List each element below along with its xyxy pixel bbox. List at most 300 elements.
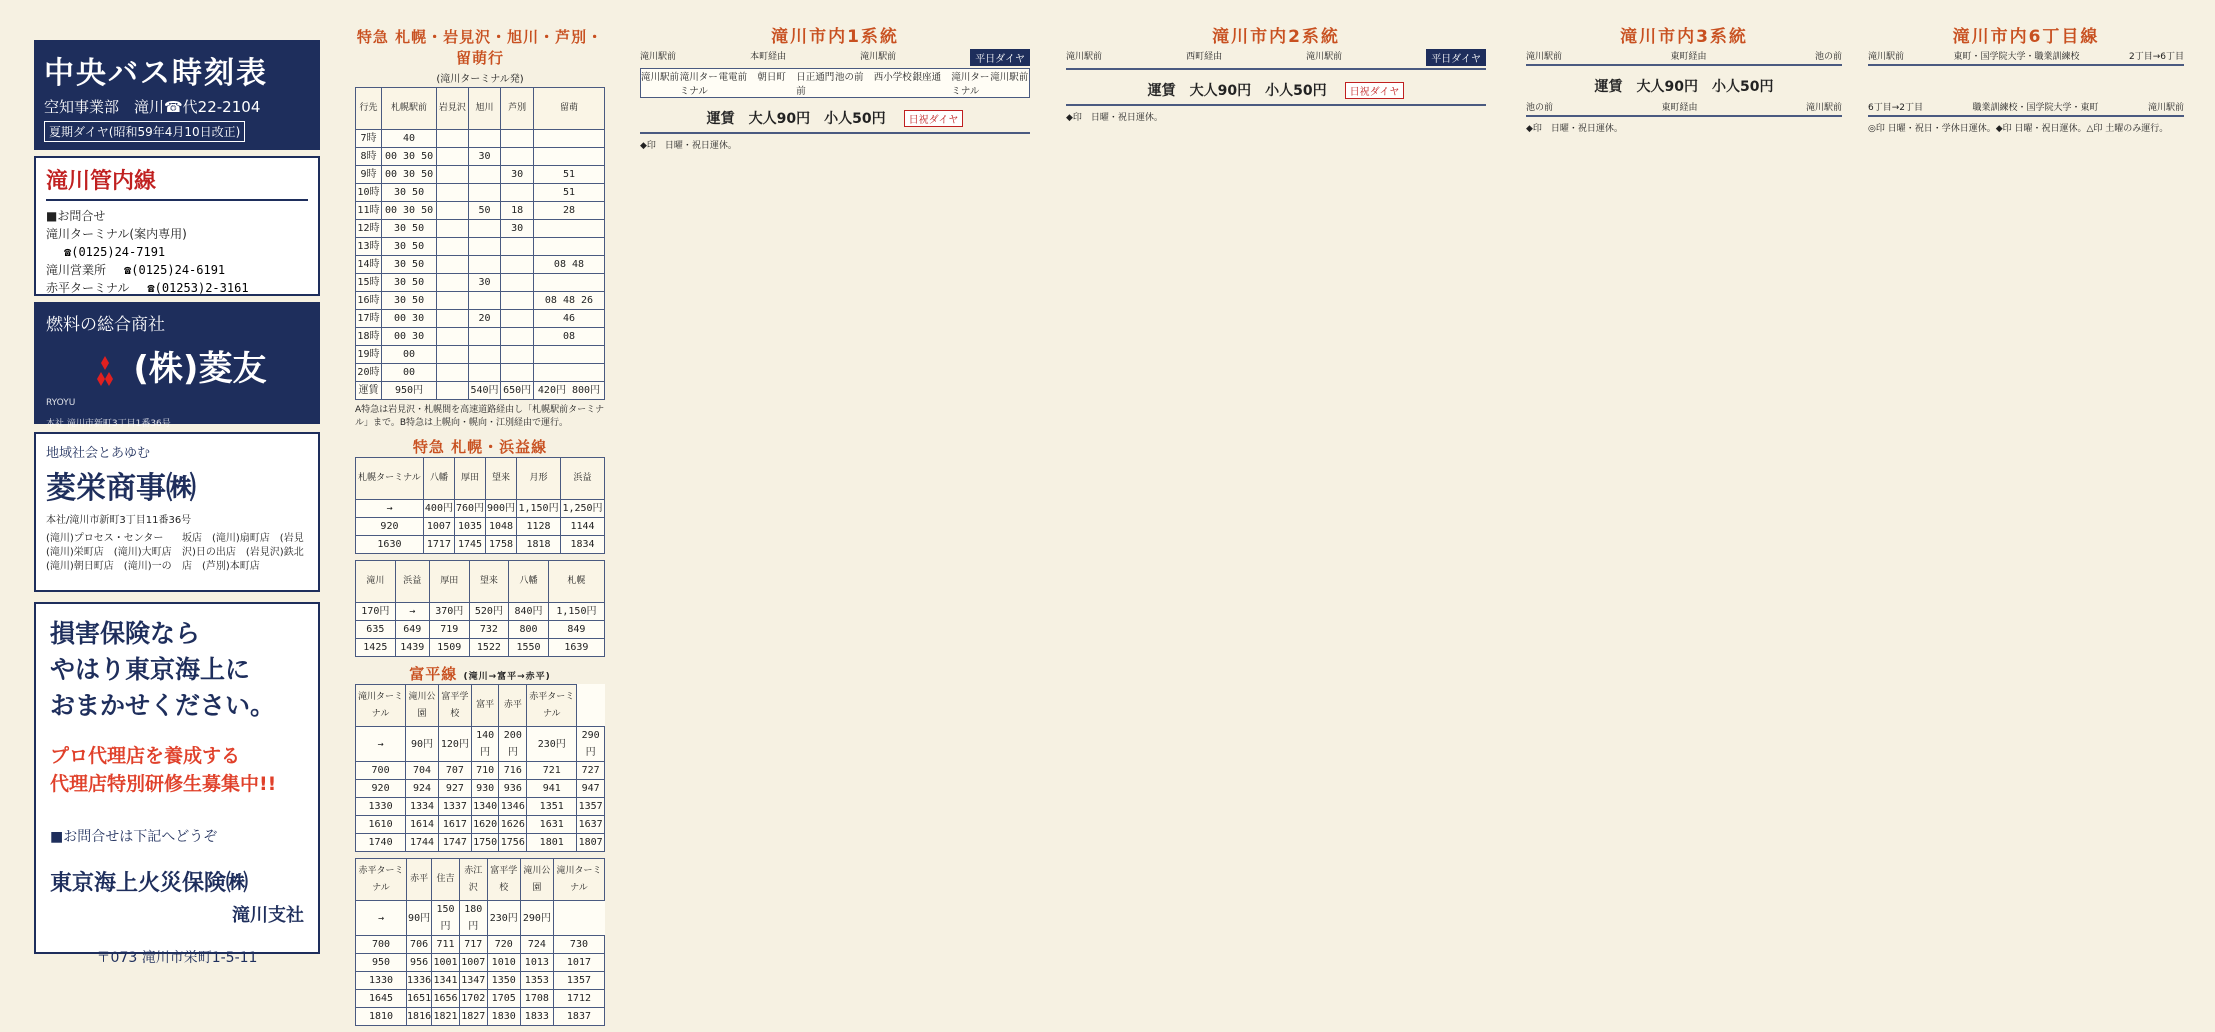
page-title: 中央バス時刻表 (44, 56, 268, 91)
column-header: 赤平ターミナル (527, 685, 577, 727)
time-cell (437, 130, 468, 148)
city2-footnote: ◆印 日曜・祝日運休。 (1066, 113, 1163, 123)
stop-header: 滝川駅前 (641, 72, 680, 83)
time-cell (533, 238, 604, 256)
city1-fare (640, 108, 1030, 128)
stop-header: 池の前 (834, 72, 864, 83)
time-cell: 00 (381, 364, 436, 382)
column-header: 赤平ターミナル (356, 859, 407, 901)
via-to: 滝川駅前 (1306, 52, 1343, 62)
via-to: 滝川駅前 (2147, 103, 2184, 113)
city-route-1 (640, 22, 1030, 151)
time-cell (468, 166, 501, 184)
contact-item (46, 261, 308, 279)
city6-footnote: ◎印 日曜・祝日・学休日運休。◆印 日曜・祝日運休。△印 土曜のみ運行。 (1868, 124, 2169, 134)
time-cell: 28 (533, 202, 604, 220)
contact-tel: ☎(0125)24-7191 (64, 245, 166, 259)
fare-cell: 840円 (509, 603, 549, 621)
time-cell: 18時 (356, 328, 382, 346)
fare-cell (437, 382, 468, 400)
via-from: 滝川駅前 (1526, 52, 1563, 62)
column-header: 旭川 (468, 88, 501, 130)
time-cell: 727 (577, 762, 605, 780)
time-cell: 1425 (356, 639, 396, 657)
time-cell: 20 (468, 310, 501, 328)
time-cell: 1353 (520, 972, 553, 990)
contact-list (46, 207, 308, 297)
time-cell: 1758 (486, 536, 517, 554)
time-cell (501, 274, 534, 292)
time-cell (533, 364, 604, 382)
time-cell: 924 (406, 780, 439, 798)
suburban-routes-column (355, 26, 605, 1026)
city6-return-grid (1868, 115, 2184, 117)
city1-weekday-grid (640, 68, 1030, 98)
city6-via (1868, 49, 2184, 62)
time-cell: 1035 (454, 518, 485, 536)
city6-outbound-grid (1868, 64, 2184, 66)
time-cell (501, 364, 534, 382)
time-cell: 1007 (459, 954, 487, 972)
time-cell: 1336 (407, 972, 432, 990)
column-header: 滝川ターミナル (553, 859, 604, 901)
holiday-tag: 日祝ダイヤ (1345, 82, 1405, 99)
time-cell: 1750 (471, 834, 499, 852)
time-cell (437, 346, 468, 364)
time-cell: 1340 (471, 798, 499, 816)
time-cell: 930 (471, 780, 499, 798)
time-cell (437, 310, 468, 328)
column-header: 滝川 (356, 561, 396, 603)
time-cell: 30 50 (381, 184, 436, 202)
time-cell: 800 (509, 621, 549, 639)
table-row (356, 310, 605, 328)
time-cell: 18 (501, 202, 534, 220)
time-cell: 00 (381, 346, 436, 364)
time-cell: 1346 (499, 798, 527, 816)
ad-line: おまかせください。 (50, 691, 276, 720)
time-cell (468, 184, 501, 202)
time-cell (501, 238, 534, 256)
city2-fare (1066, 80, 1486, 100)
ad-contact-lead: ■お問合せは下記へどうぞ (50, 829, 218, 845)
time-cell: 1357 (577, 798, 605, 816)
stop-header: 日正通門前 (796, 72, 835, 97)
ad-tagline: 地域社会とあゆむ (46, 446, 151, 461)
tomihira-table (355, 684, 605, 852)
time-cell: 649 (395, 621, 429, 639)
table-row (356, 639, 605, 657)
time-cell: 1827 (459, 1008, 487, 1026)
column-header: 札幌駅前 (381, 88, 436, 130)
fare-cell: 760円 (454, 500, 485, 518)
ad-line: 代理店特別研修生募集中!! (50, 773, 277, 795)
city-route-2 (1066, 22, 1486, 123)
contact-heading: ■お問合せ (46, 209, 106, 223)
ad-address: 本社/滝川市新町3丁目11番36号 (46, 515, 192, 526)
time-cell: 1048 (486, 518, 517, 536)
time-cell: 1740 (356, 834, 406, 852)
stop-header: 朝日町 (757, 72, 786, 83)
contact-name: 赤平ターミナル (46, 281, 130, 295)
time-cell: 1013 (520, 954, 553, 972)
column-header: 赤平 (407, 859, 432, 901)
ad-tagline: 燃料の総合商社 (46, 315, 165, 335)
table-row (356, 780, 605, 798)
time-cell: 1007 (423, 518, 454, 536)
time-cell: 1637 (577, 816, 605, 834)
time-cell: 1745 (454, 536, 485, 554)
time-cell: 1833 (520, 1008, 553, 1026)
tomihira-subtitle: (滝川→富平→赤平) (463, 672, 551, 682)
time-cell (501, 184, 534, 202)
via-through: 東町経由 (1661, 103, 1698, 113)
table-row (356, 834, 605, 852)
fare-cell: 120円 (438, 727, 471, 762)
fare-cell: → (395, 603, 429, 621)
time-cell: 947 (577, 780, 605, 798)
fare-cell: 650円 (501, 382, 534, 400)
tomihira-return-table (355, 858, 605, 1026)
via-to: 2丁目→6丁目 (2129, 52, 2184, 62)
time-cell: 1656 (432, 990, 460, 1008)
time-cell: 1350 (487, 972, 520, 990)
time-cell (468, 220, 501, 238)
table-row (356, 328, 605, 346)
column-header: 八幡 (423, 458, 454, 500)
time-cell (437, 220, 468, 238)
ad-branch: 滝川支社 (232, 905, 304, 926)
time-cell: 730 (553, 936, 604, 954)
via-through: 西町経由 (1186, 52, 1223, 62)
time-cell: 14時 (356, 256, 382, 274)
time-cell (501, 148, 534, 166)
city3-title: 滝川市内3系統 (1620, 27, 1748, 47)
time-cell (468, 238, 501, 256)
ryoei-ad (34, 432, 320, 592)
ad-address: 〒073 滝川市栄町1-5-11 (96, 950, 258, 966)
fare-cell: 150円 (432, 901, 460, 936)
fare-cell: 運賃 (356, 382, 382, 400)
via-to: 池の前 (1814, 52, 1842, 62)
time-cell: 956 (407, 954, 432, 972)
time-cell: 00 30 50 (381, 202, 436, 220)
time-cell: 719 (429, 621, 469, 639)
hama-title: 特急 札幌・浜益線 (412, 438, 548, 456)
column-header: 厚田 (454, 458, 485, 500)
column-header: 八幡 (509, 561, 549, 603)
time-cell: 00 30 50 (381, 148, 436, 166)
tomihira-title (355, 663, 605, 684)
city-route-6chome (1868, 22, 2184, 134)
time-cell: 30 50 (381, 292, 436, 310)
column-header: 滝川ターミナル (356, 685, 406, 727)
time-cell: 1351 (527, 798, 577, 816)
time-cell (437, 202, 468, 220)
time-cell: 10時 (356, 184, 382, 202)
time-cell: 12時 (356, 220, 382, 238)
table-row (356, 166, 605, 184)
time-cell: 00 30 (381, 328, 436, 346)
time-cell: 08 48 26 (533, 292, 604, 310)
city1-holiday-grid (640, 132, 1030, 134)
table-row (356, 184, 605, 202)
column-header: 富平 (471, 685, 499, 727)
time-cell: 720 (487, 936, 520, 954)
time-cell: 704 (406, 762, 439, 780)
time-cell: 1626 (499, 816, 527, 834)
time-cell: 1620 (471, 816, 499, 834)
time-cell: 1645 (356, 990, 407, 1008)
time-cell: 716 (499, 762, 527, 780)
table-row (356, 816, 605, 834)
column-header: 赤平 (499, 685, 527, 727)
time-cell: 1744 (406, 834, 439, 852)
time-cell: 7時 (356, 130, 382, 148)
time-cell: 1439 (395, 639, 429, 657)
time-cell: 1834 (561, 536, 605, 554)
column-header: 富平学校 (438, 685, 471, 727)
time-cell: 1639 (548, 639, 604, 657)
holiday-tag: 日祝ダイヤ (904, 110, 964, 127)
time-cell: 1630 (356, 536, 424, 554)
ad-company-name: 東京海上火災保険㈱ (50, 871, 249, 896)
time-cell: 950 (356, 954, 407, 972)
time-cell: 1837 (553, 1008, 604, 1026)
time-cell: 1010 (487, 954, 520, 972)
time-cell: 706 (407, 936, 432, 954)
time-cell: 51 (533, 166, 604, 184)
time-cell (533, 220, 604, 238)
time-cell: 30 50 (381, 220, 436, 238)
time-cell: 11時 (356, 202, 382, 220)
time-cell: 710 (471, 762, 499, 780)
via-to: 滝川駅前 (860, 52, 897, 62)
time-cell (437, 166, 468, 184)
time-cell (437, 184, 468, 202)
time-cell: 1631 (527, 816, 577, 834)
time-cell: 1001 (432, 954, 460, 972)
time-cell (533, 346, 604, 364)
stop-header: 滝川ターミナル (951, 72, 990, 97)
column-header: 富平学校 (487, 859, 520, 901)
time-cell: 30 (501, 220, 534, 238)
via-through: 職業訓練校・国学院大学・東町 (1972, 103, 2099, 113)
time-cell: 1330 (356, 972, 407, 990)
contact-item (46, 225, 308, 261)
time-cell (468, 256, 501, 274)
table-row (356, 972, 605, 990)
city3-via-return (1526, 100, 1842, 113)
stop-header: 西小学校 (873, 72, 912, 83)
time-cell: 1705 (487, 990, 520, 1008)
express-table (355, 87, 605, 400)
time-cell: 17時 (356, 310, 382, 328)
city6-via-return (1868, 100, 2184, 113)
time-cell: 1128 (517, 518, 561, 536)
column-header: 赤江沢 (459, 859, 487, 901)
time-cell: 1337 (438, 798, 471, 816)
ad-logo-text: RYOYU (46, 398, 76, 408)
time-cell: 1341 (432, 972, 460, 990)
mitsubishi-logo-icon (88, 356, 122, 386)
time-cell: 1816 (407, 1008, 432, 1026)
express-notes: A特急は岩見沢・札幌間を高速道路経由し「札幌駅前ターミナル」まで。B特急は上幌向・幌向・江別経由で運行。 (355, 405, 605, 428)
time-cell: 1821 (432, 1008, 460, 1026)
time-cell (533, 130, 604, 148)
via-through: 東町経由 (1670, 52, 1707, 62)
time-cell: 1334 (406, 798, 439, 816)
fare-text: 運賃 大人90円 小人50円 (1147, 83, 1327, 99)
time-cell: 08 48 (533, 256, 604, 274)
column-header: 厚田 (429, 561, 469, 603)
time-cell: 1614 (406, 816, 439, 834)
left-ad-column (34, 40, 320, 1000)
hama-table (355, 457, 605, 554)
time-cell: 46 (533, 310, 604, 328)
time-cell: 08 (533, 328, 604, 346)
fare-cell: 1,250円 (561, 500, 605, 518)
contact-name: 滝川営業所 (46, 263, 107, 277)
ryoyu-ad (34, 302, 320, 429)
city1-via (640, 49, 1030, 66)
time-cell: 16時 (356, 292, 382, 310)
fare-cell: 140円 (471, 727, 499, 762)
time-cell: 1756 (499, 834, 527, 852)
time-cell (468, 292, 501, 310)
table-row (356, 954, 605, 972)
column-header: 行先 (356, 88, 382, 130)
ad-company-name (46, 341, 308, 390)
time-cell: 1712 (553, 990, 604, 1008)
fare-cell: 230円 (527, 727, 577, 762)
weekday-tag: 平日ダイヤ (1426, 49, 1486, 66)
time-cell (468, 130, 501, 148)
contact-item (46, 279, 308, 297)
table-row (356, 798, 605, 816)
fare-cell: 420円 800円 (533, 382, 604, 400)
city1-footnote: ◆印 日曜・祝日運休。 (640, 141, 737, 151)
column-header: 浜益 (561, 458, 605, 500)
time-cell (437, 274, 468, 292)
time-cell: 724 (520, 936, 553, 954)
column-header: 岩見沢 (437, 88, 468, 130)
time-cell: 1347 (459, 972, 487, 990)
ad-line: プロ代理店を養成する (50, 745, 241, 767)
time-cell: 30 50 (381, 256, 436, 274)
contact-name: 滝川ターミナル(案内専用) (46, 227, 187, 241)
table-row (356, 238, 605, 256)
city3-return-grid (1526, 115, 1842, 117)
time-cell (468, 328, 501, 346)
hama-return-table (355, 560, 605, 657)
table-row (356, 130, 605, 148)
time-cell: 1810 (356, 1008, 407, 1026)
time-cell: 941 (527, 780, 577, 798)
time-cell: 635 (356, 621, 396, 639)
fare-cell: 370円 (429, 603, 469, 621)
stop-header: 銀座通 (912, 72, 942, 83)
time-cell: 00 30 (381, 310, 436, 328)
table-row (356, 274, 605, 292)
table-row (356, 202, 605, 220)
time-cell: 1801 (527, 834, 577, 852)
time-cell (437, 238, 468, 256)
fare-cell: 180円 (459, 901, 487, 936)
via-from: 滝川駅前 (1066, 52, 1103, 62)
time-cell: 30 (501, 166, 534, 184)
table-row (356, 292, 605, 310)
time-cell: 30 50 (381, 238, 436, 256)
time-cell: 927 (438, 780, 471, 798)
fare-text: 運賃 大人90円 小人50円 (706, 111, 886, 127)
column-header: 滝川公園 (406, 685, 439, 727)
via-to: 滝川駅前 (1805, 103, 1842, 113)
time-cell (501, 292, 534, 310)
time-cell: 711 (432, 936, 460, 954)
time-cell: 15時 (356, 274, 382, 292)
fare-cell: 90円 (407, 901, 432, 936)
table-row (356, 936, 605, 954)
time-cell (501, 256, 534, 274)
time-cell: 717 (459, 936, 487, 954)
time-cell: 8時 (356, 148, 382, 166)
fare-cell: → (356, 901, 407, 936)
time-cell: 1717 (423, 536, 454, 554)
table-row (356, 536, 605, 554)
stop-header: 滝川駅前 (990, 72, 1029, 83)
time-cell: 1330 (356, 798, 406, 816)
tomihira-title-text: 富平線 (409, 665, 458, 683)
time-cell: 19時 (356, 346, 382, 364)
column-header: 芦別 (501, 88, 534, 130)
column-header: 月形 (517, 458, 561, 500)
via-through: 本町経由 (750, 52, 787, 62)
time-cell: 700 (356, 936, 407, 954)
time-cell: 13時 (356, 238, 382, 256)
time-cell: 9時 (356, 166, 382, 184)
table-row (356, 1008, 605, 1026)
city3-outbound-grid (1526, 64, 1842, 66)
time-cell (533, 274, 604, 292)
ad-company-text: (株)菱友 (133, 349, 267, 389)
ad-headline (50, 616, 304, 724)
city3-fare: 運賃 大人90円 小人50円 (1594, 79, 1774, 95)
time-cell: 1509 (429, 639, 469, 657)
time-cell: 732 (469, 621, 509, 639)
time-cell: 1702 (459, 990, 487, 1008)
time-cell (437, 292, 468, 310)
city2-weekday-grid (1066, 68, 1486, 70)
time-cell: 1522 (469, 639, 509, 657)
column-header: 留萌 (533, 88, 604, 130)
time-cell: 920 (356, 780, 406, 798)
city2-title: 滝川市内2系統 (1212, 27, 1340, 47)
city3-via (1526, 49, 1842, 62)
time-cell (533, 148, 604, 166)
time-cell (501, 130, 534, 148)
route-title: 滝川管内線 (46, 164, 308, 201)
table-row (356, 621, 605, 639)
ad-line: 損害保険なら (50, 619, 201, 648)
table-row (356, 990, 605, 1008)
fare-cell: 230円 (487, 901, 520, 936)
via-through: 東町・国学院大学・職業訓練校 (1953, 52, 2080, 62)
fare-cell: 1,150円 (517, 500, 561, 518)
time-cell: 920 (356, 518, 424, 536)
time-cell (501, 328, 534, 346)
stop-header: 滝川ターミナル (679, 72, 718, 97)
